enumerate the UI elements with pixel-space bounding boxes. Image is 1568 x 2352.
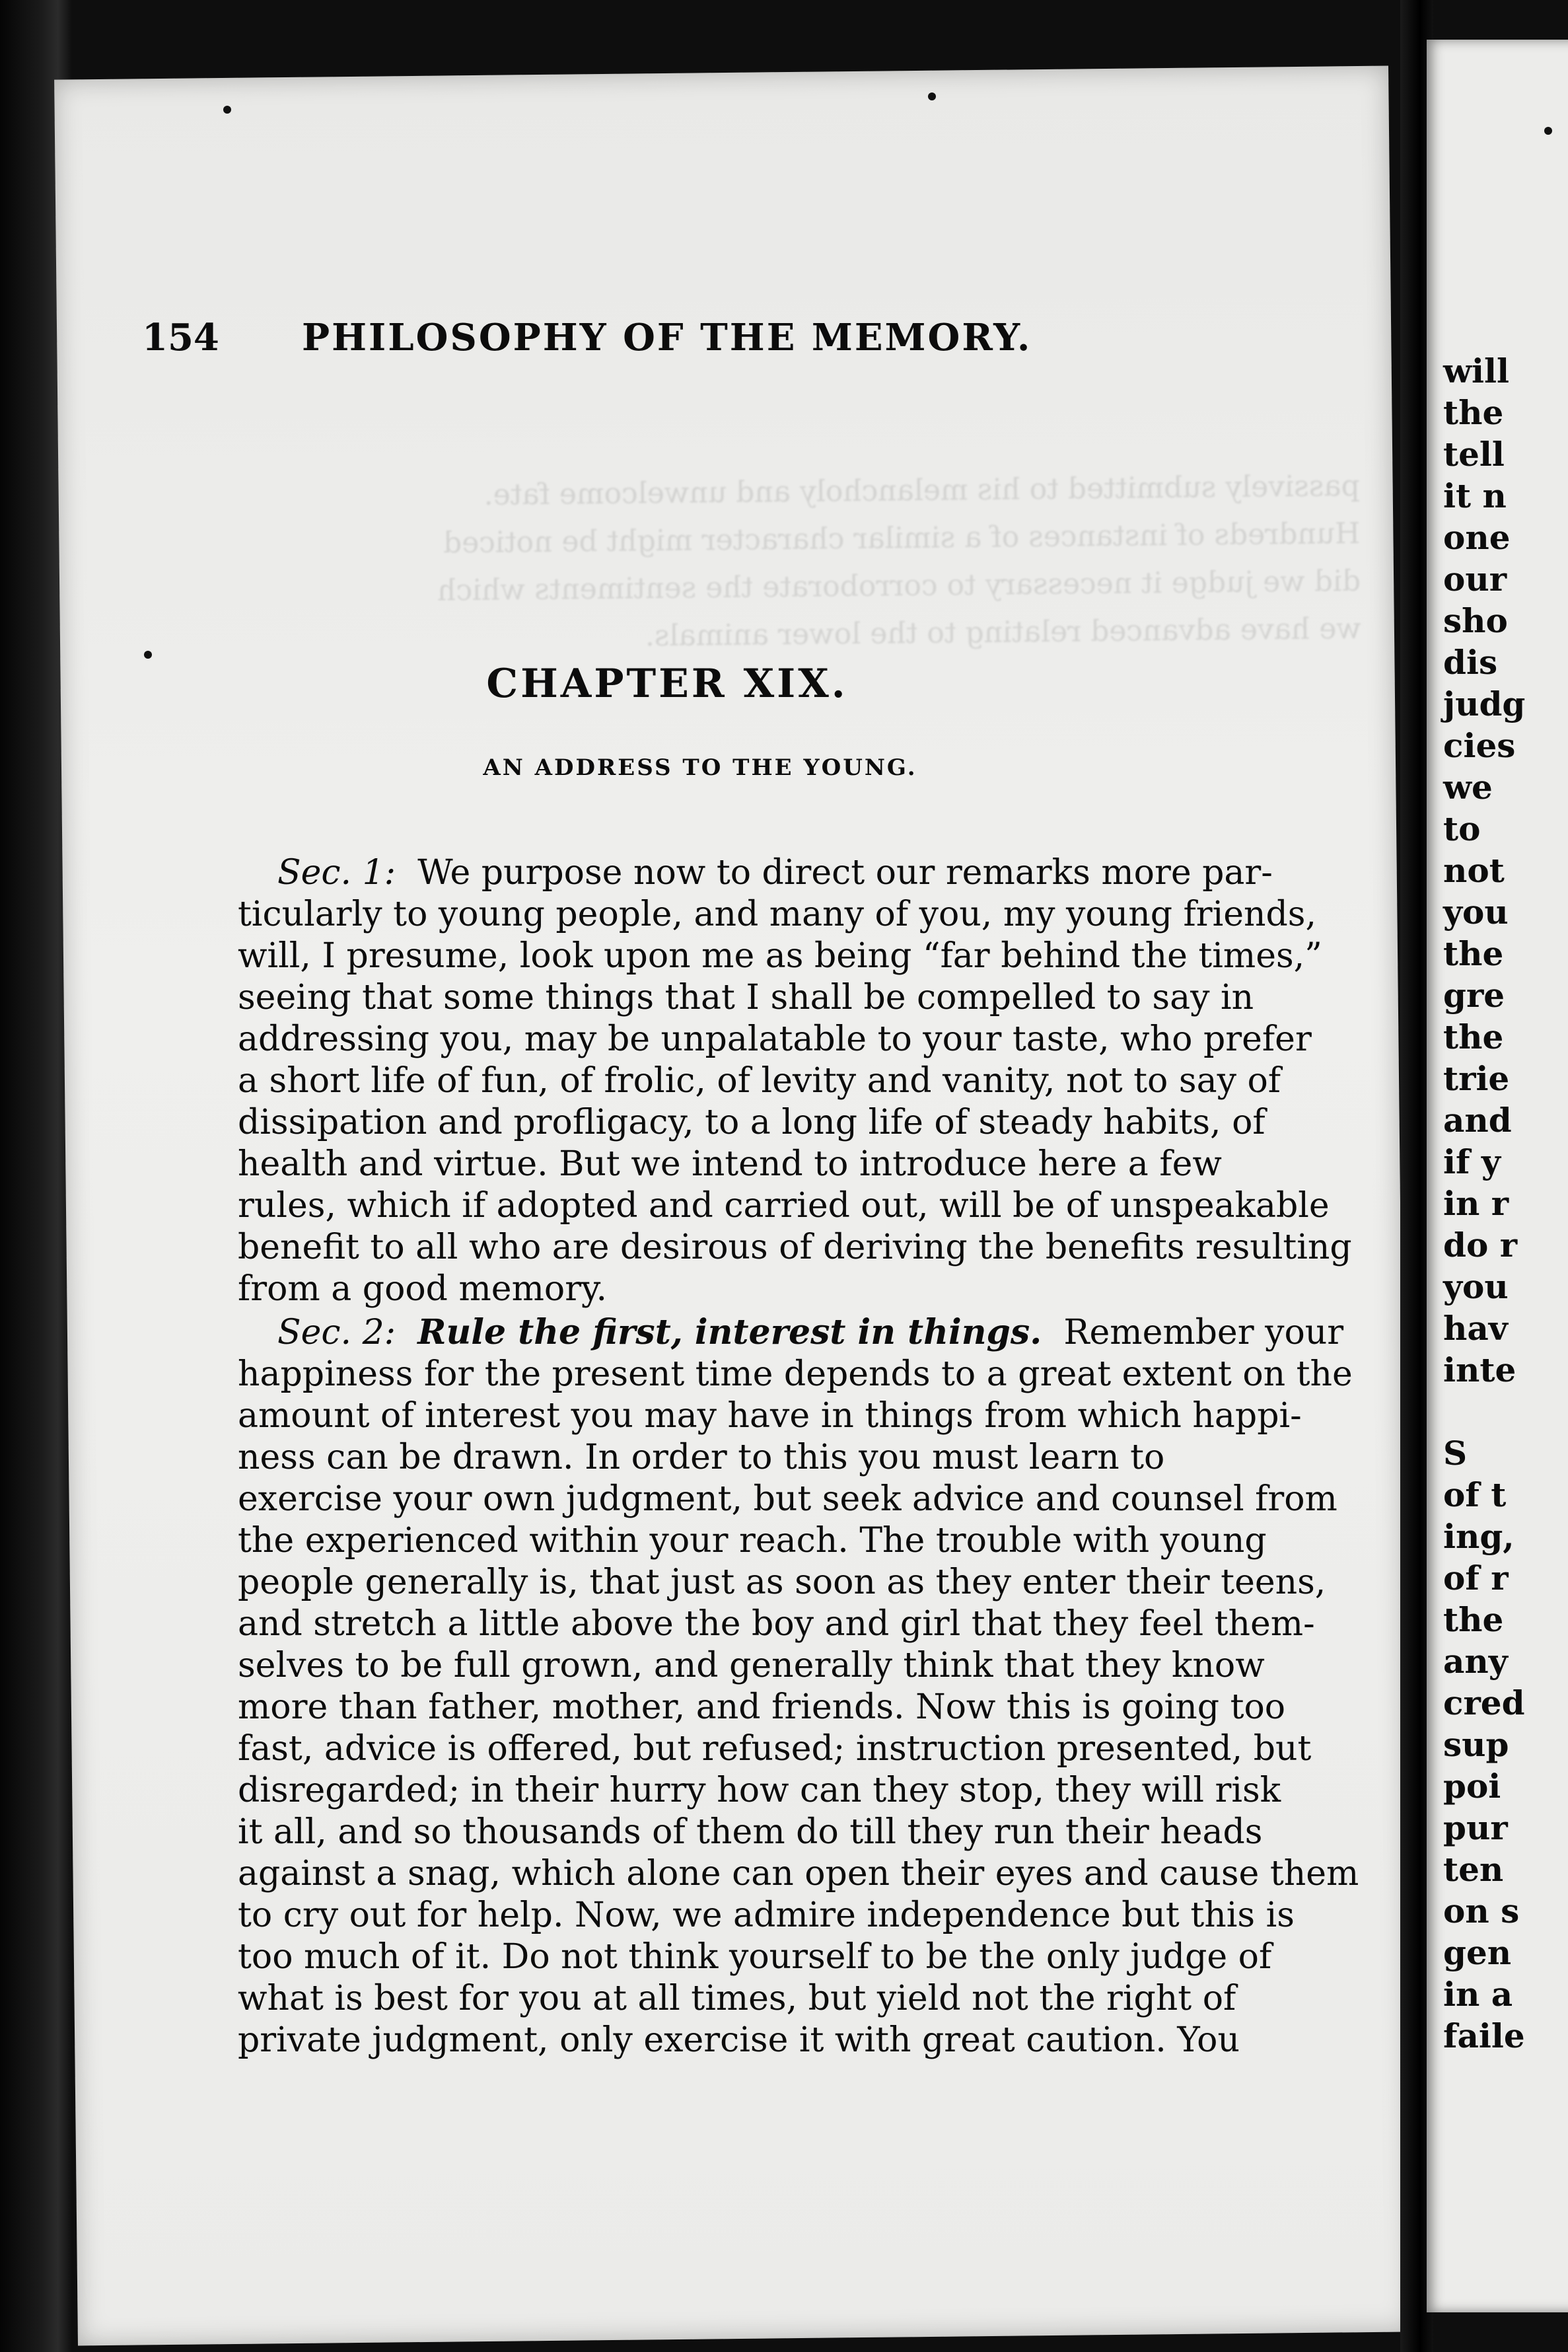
facing-page-fragment: faile (1443, 2016, 1525, 2055)
text-line: amount of interest you may have in things from which happi- (238, 1396, 1302, 1436)
text-line: people generally is, that just as soon as they enter their teens, (238, 1562, 1326, 1602)
facing-page-fragment: the (1443, 1017, 1504, 1056)
facing-page-fragment: we (1443, 768, 1493, 807)
running-title: PHILOSOPHY OF THE MEMORY. (302, 316, 1032, 359)
facing-page-fragment: judg (1443, 684, 1526, 723)
facing-page-fragment: hav (1443, 1309, 1508, 1348)
section-label: Sec. 2: (277, 1313, 396, 1352)
facing-page-fragment: sup (1443, 1725, 1509, 1764)
text-line: addressing you, may be unpalatable to your taste, who prefer (238, 1019, 1312, 1059)
facing-page-fragment (1443, 1391, 1525, 1432)
facing-page-fragment: S (1443, 1434, 1468, 1473)
facing-page-fragment: trie (1443, 1059, 1510, 1098)
facing-page-fragment: to (1443, 809, 1481, 848)
facing-page-fragment: ten (1443, 1850, 1504, 1889)
facing-page-fragment: if y (1443, 1142, 1501, 1181)
paragraph-section-2 (238, 1311, 1359, 2061)
facing-page-fragment: not (1443, 851, 1505, 890)
facing-page-fragment: inte (1443, 1350, 1516, 1389)
chapter-subtitle: AN ADDRESS TO THE YOUNG. (483, 754, 917, 781)
text-line: exercise your own judgment, but seek advice and counsel from (238, 1479, 1337, 1519)
facing-page-fragment: in r (1443, 1184, 1509, 1223)
speck (223, 106, 231, 114)
speck (928, 92, 936, 100)
facing-page-text (1443, 350, 1525, 2057)
facing-page-fragment: gen (1443, 1933, 1512, 1972)
text-line: and stretch a little above the boy and girl that they feel them- (238, 1604, 1315, 1644)
text-line: the experienced within your reach. The trouble with young (238, 1521, 1267, 1561)
facing-page-fragment: you (1443, 893, 1509, 932)
text-line: to cry out for help. Now, we admire independence but this is (238, 1895, 1295, 1935)
facing-page-fragment: gre (1443, 976, 1505, 1015)
facing-page-fragment: do r (1443, 1226, 1518, 1265)
text-line: benefit to all who are desirous of deriving the benefits resulting (238, 1228, 1352, 1267)
rule-heading: Rule the first, interest in things. (417, 1312, 1042, 1352)
facing-page-fragment: the (1443, 934, 1504, 973)
facing-page-fragment: cred (1443, 1683, 1525, 1722)
facing-page-fragment: you (1443, 1267, 1509, 1306)
bleed-through-line: passively submitted to his melancholy and unwelcome fate. (483, 469, 1360, 512)
facing-page-fragment: our (1443, 560, 1507, 599)
facing-page-fragment: on s (1443, 1892, 1520, 1930)
text-line: fast, advice is offered, but refused; instruction presented, but (238, 1729, 1312, 1769)
text-line: more than father, mother, and friends. Now this is going too (238, 1687, 1286, 1727)
facing-page-fragment: poi (1443, 1767, 1501, 1806)
running-head (142, 316, 1133, 359)
text-line: happiness for the present time depends to a great extent on the (238, 1354, 1353, 1394)
facing-page-fragment: ing, (1443, 1517, 1515, 1556)
text-line: what is best for you at all times, but yield not the right of (238, 1979, 1236, 2018)
text-line: private judgment, only exercise it with great caution. You (238, 2020, 1240, 2060)
text-line: will, I presume, look upon me as being “far behind the times,” (238, 936, 1322, 976)
speck (144, 651, 152, 659)
chapter-heading: CHAPTER XIX. (486, 661, 848, 707)
text-line: it all, and so thousands of them do till they run their heads (238, 1812, 1263, 1852)
text-line-content: Remember your (1063, 1313, 1344, 1352)
text-line: against a snag, which alone can open their eyes and cause them (238, 1854, 1359, 1893)
speck (1544, 127, 1552, 135)
facing-page-fragment: of t (1443, 1475, 1507, 1514)
text-line: health and virtue. But we intend to introduce here a few (238, 1144, 1222, 1184)
section-label: Sec. 1: (277, 853, 396, 893)
text-line: a short life of fun, of frolic, of levity and vanity, not to say of (238, 1061, 1281, 1101)
page-number: 154 (142, 316, 219, 359)
paragraph-section-1 (238, 852, 1352, 1310)
facing-page-fragment: the (1443, 393, 1504, 432)
facing-page-fragment: pur (1443, 1808, 1508, 1847)
text-line: disregarded; in their hurry how can they stop, they will risk (238, 1771, 1281, 1810)
text-line: rules, which if adopted and carried out, will be of unspeakable (238, 1186, 1330, 1226)
facing-page-fragment: it n (1443, 476, 1507, 515)
facing-page-fragment: cies (1443, 726, 1516, 765)
facing-page-fragment: the (1443, 1600, 1504, 1639)
facing-page-fragment: sho (1443, 601, 1508, 640)
bleed-through-line: did we judge it necessary to corroborate the sentiments which (437, 564, 1361, 608)
text-line: dissipation and profligacy, to a long life of steady habits, of (238, 1103, 1265, 1142)
text-line: ticularly to young people, and many of you, my young friends, (238, 895, 1317, 934)
facing-page-fragment: in a (1443, 1975, 1513, 2014)
text-line-content: We purpose now to direct our remarks more par- (417, 853, 1273, 893)
facing-page-fragment: and (1443, 1101, 1512, 1140)
bleed-through-text (236, 462, 1361, 665)
facing-page-fragment: dis (1443, 643, 1498, 682)
facing-page-fragment: of r (1443, 1559, 1509, 1598)
facing-page-fragment: tell (1443, 435, 1505, 474)
text-line (238, 1311, 1344, 1354)
bleed-through-line: Hundreds of instances of a similar character might be noticed (443, 517, 1361, 560)
text-line: too much of it. Do not think yourself to be the only judge of (238, 1937, 1272, 1977)
bleed-through-line: we have advanced relating to the lower animals. (645, 611, 1362, 653)
text-line: seeing that some things that I shall be compelled to say in (238, 978, 1254, 1017)
facing-page-fragment: any (1443, 1642, 1508, 1681)
facing-page-fragment: will (1443, 351, 1510, 390)
text-line: selves to be full grown, and generally think that they know (238, 1646, 1265, 1685)
facing-page-fragment: one (1443, 518, 1511, 557)
text-line (238, 852, 1308, 894)
text-line: ness can be drawn. In order to this you must learn to (238, 1438, 1165, 1477)
text-line: from a good memory. (238, 1269, 608, 1309)
